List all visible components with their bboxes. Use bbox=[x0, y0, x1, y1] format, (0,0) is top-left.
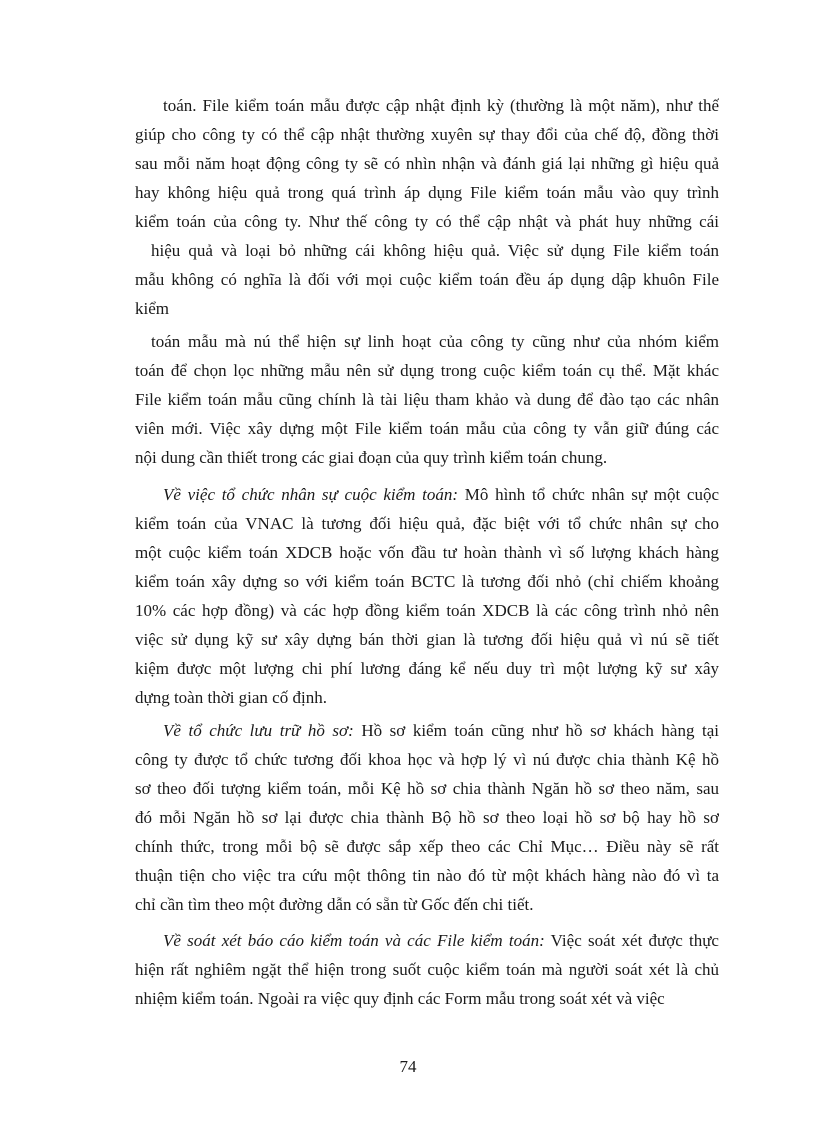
text-line: 10% các hợp đồng) và các hợp đồng kiểm toán XDCB là các công trình nhỏ nên bbox=[135, 601, 719, 620]
text-line: kiểm toán của VNAC là tương đối hiệu quả, đặc biệt với tổ chức nhân sự cho bbox=[135, 514, 719, 533]
italic-heading: Về soát xét báo cáo kiểm toán và các File kiểm toán: bbox=[163, 931, 545, 950]
text-line: kiệm được một lượng chi phí lương đáng kể nếu duy trì một lượng kỹ sư xây bbox=[135, 659, 719, 678]
text-line: mẫu không có nghĩa là đối với mọi cuộc kiểm toán đều áp dụng dập khuôn File bbox=[135, 270, 719, 289]
text-line: việc sử dụng kỹ sư xây dựng bán thời gian là tương đối hiệu quả vì nú sẽ tiết bbox=[135, 630, 719, 649]
italic-heading: Về việc tổ chức nhân sự cuộc kiểm toán: bbox=[163, 485, 459, 504]
text-line: hay không hiệu quả trong quá trình áp dụng File kiểm toán mẫu vào quy trình bbox=[135, 183, 719, 202]
text-line: giúp cho công ty có thể cập nhật thường xuyên sự thay đổi của chế độ, đồng thời bbox=[135, 125, 719, 144]
text-line bbox=[163, 721, 719, 743]
text-line: sơ theo đối tượng kiểm toán, mỗi Kệ hồ sơ chia thành Ngăn hồ sơ theo năm, sau bbox=[135, 779, 719, 798]
text-line: hiện rất nghiêm ngặt thể hiện trong suốt cuộc kiểm toán mà người soát xét là chủ bbox=[135, 960, 719, 979]
text-line: công ty được tổ chức tương đối khoa học và hợp lý vì nú được chia thành Kệ hồ bbox=[135, 750, 719, 769]
text-line: File kiểm toán mẫu cũng chính là tài liệu tham khảo và dung để đào tạo các nhân bbox=[135, 390, 719, 409]
text-run: Mô hình tổ chức nhân sự một cuộc bbox=[464, 485, 719, 504]
italic-heading: Về tổ chức lưu trữ hồ sơ: bbox=[163, 721, 354, 740]
text-line: thuận tiện cho việc tra cứu một thông tin nào đó từ một khách hàng nào đó vì ta bbox=[135, 866, 719, 885]
text-line bbox=[163, 931, 719, 953]
text-line: toán để chọn lọc những mẫu nên sử dụng trong cuộc kiểm toán cụ thể. Mặt khác bbox=[135, 361, 719, 380]
text-line: chỉ cần tìm theo một đường dẫn có sẵn từ Gốc đến chi tiết. bbox=[135, 895, 534, 914]
text-line: toán. File kiểm toán mẫu được cập nhật định kỳ (thường là một năm), như thế bbox=[163, 96, 719, 115]
text-line: hiệu quả và loại bỏ những cái không hiệu quả. Việc sử dụng File kiểm toán bbox=[151, 241, 719, 260]
page-number: 74 bbox=[399, 1057, 417, 1076]
text-line: toán mẫu mà nú thể hiện sự linh hoạt của công ty cũng như của nhóm kiểm bbox=[151, 332, 719, 351]
text-line bbox=[163, 485, 719, 507]
text-line: chính thức, trong mỗi bộ sẽ được sắp xếp theo các Chỉ Mục… Điều này sẽ rất bbox=[135, 837, 719, 856]
text-line: kiểm toán của công ty. Như thế công ty có thể cập nhật và phát huy những cái bbox=[135, 212, 719, 231]
text-line: nội dung cần thiết trong các giai đoạn của quy trình kiểm toán chung. bbox=[135, 448, 608, 467]
text-line: kiểm bbox=[135, 299, 169, 318]
text-line: nhiệm kiểm toán. Ngoài ra việc quy định các Form mẫu trong soát xét và việc bbox=[135, 989, 665, 1008]
text-line: một cuộc kiểm toán XDCB hoặc vốn đầu tư hoàn thành vì số lượng khách hàng bbox=[135, 543, 719, 562]
text-line: dựng toàn thời gian cố định. bbox=[135, 688, 327, 707]
text-line: viên mới. Việc xây dựng một File kiểm toán mẫu của công ty vẫn giữ đúng các bbox=[135, 419, 719, 438]
text-line: sau mỗi năm hoạt động công ty sẽ có nhìn nhận và đánh giá lại những gì hiệu quả bbox=[135, 154, 719, 173]
text-run: Việc soát xét được thực bbox=[550, 931, 719, 950]
text-line: đó mỗi Ngăn hồ sơ lại được chia thành Bộ hồ sơ theo loại hồ sơ bộ hay hồ sơ bbox=[135, 808, 719, 827]
text-line: kiểm toán xây dựng so với kiểm toán BCTC là tương đối nhỏ (chỉ chiếm khoảng bbox=[135, 572, 719, 591]
text-run: Hồ sơ kiểm toán cũng như hồ sơ khách hàng tại bbox=[361, 721, 719, 740]
